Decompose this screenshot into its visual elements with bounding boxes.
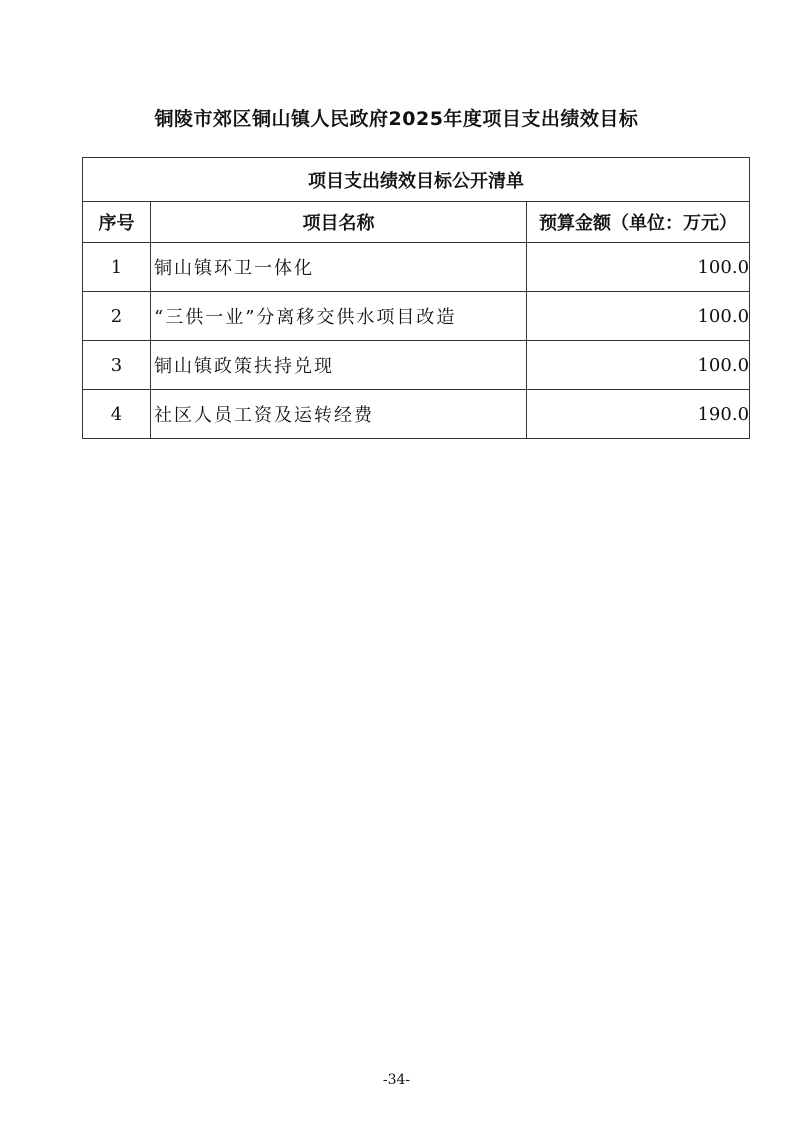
table-header-row — [83, 202, 750, 243]
row-budget-amount: 100.0 — [527, 243, 750, 292]
row-seq: 2 — [83, 292, 151, 341]
table-row — [83, 243, 750, 292]
header-project-name: 项目名称 — [151, 202, 527, 243]
row-project-name: 社区人员工资及运转经费 — [151, 390, 527, 439]
table-row — [83, 390, 750, 439]
row-project-name: 铜山镇环卫一体化 — [151, 243, 527, 292]
row-seq: 1 — [83, 243, 151, 292]
row-budget-amount: 100.0 — [527, 292, 750, 341]
table-caption: 项目支出绩效目标公开清单 — [83, 158, 750, 202]
row-project-name: 铜山镇政策扶持兑现 — [151, 341, 527, 390]
row-budget-amount: 190.0 — [527, 390, 750, 439]
table-row — [83, 292, 750, 341]
header-seq: 序号 — [83, 202, 151, 243]
row-seq: 4 — [83, 390, 151, 439]
row-project-name: “三供一业”分离移交供水项目改造 — [151, 292, 527, 341]
project-list-table — [82, 157, 750, 439]
table-row — [83, 341, 750, 390]
header-budget-amount: 预算金额（单位：万元） — [527, 202, 750, 243]
row-budget-amount: 100.0 — [527, 341, 750, 390]
document-title: 铜陵市郊区铜山镇人民政府2025年度项目支出绩效目标 — [154, 108, 639, 130]
row-seq: 3 — [83, 341, 151, 390]
page-number: -34- — [382, 1072, 411, 1088]
